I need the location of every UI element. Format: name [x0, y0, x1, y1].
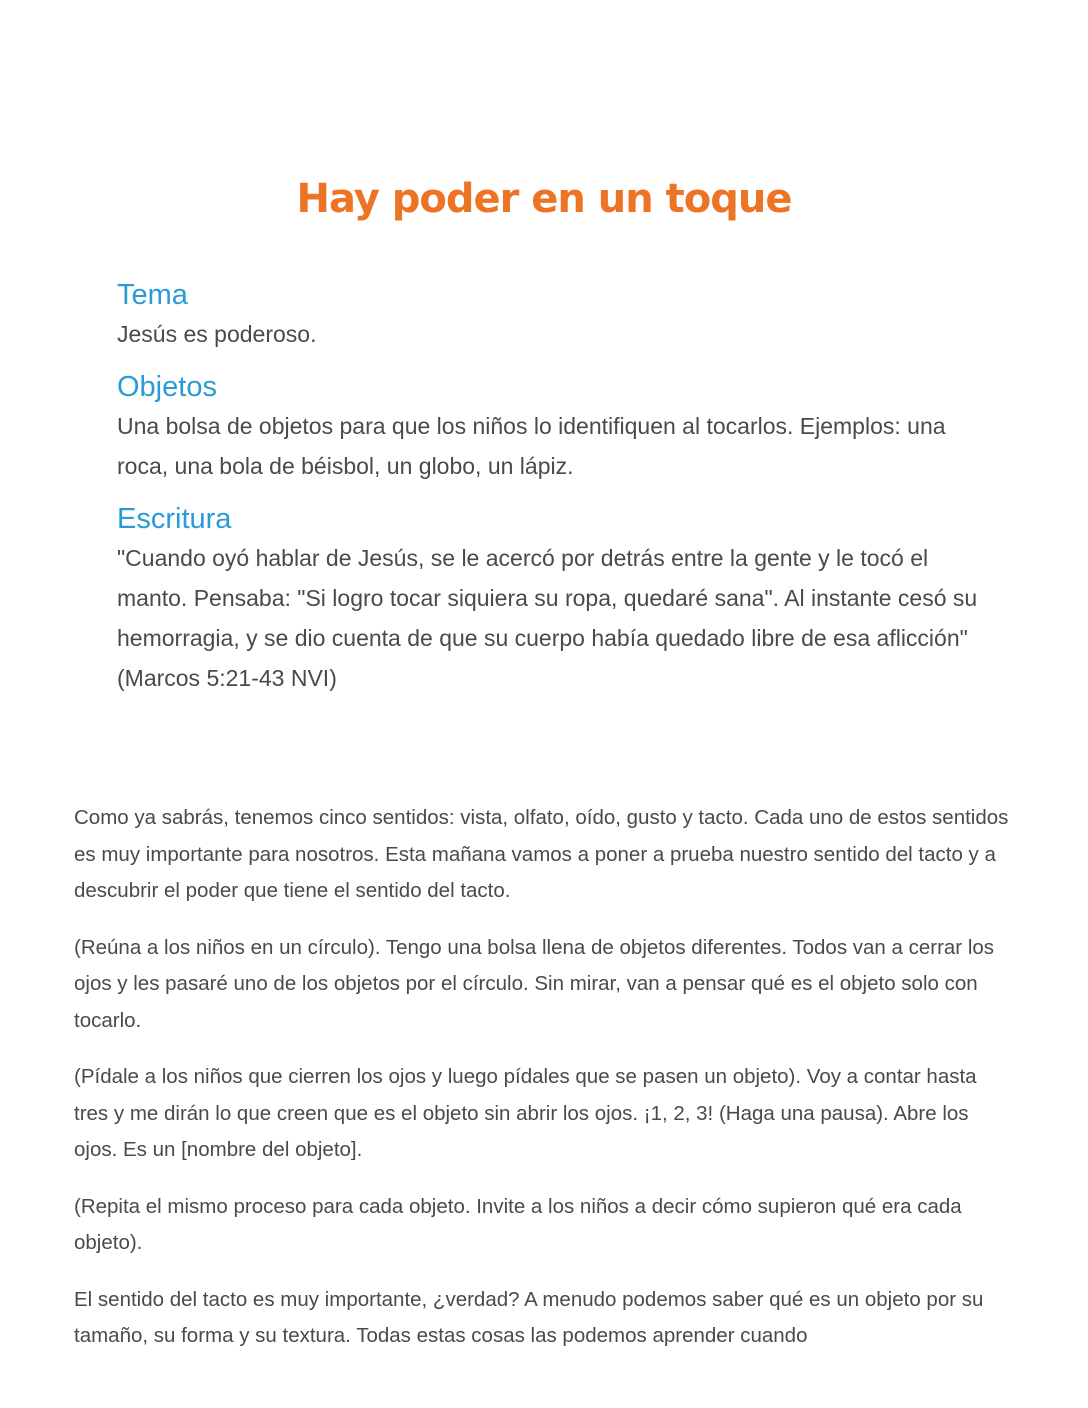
section-body: Jesús es poderoso.	[117, 321, 317, 347]
paragraph: El sentido del tacto es muy importante, ¿verdad? A menudo podemos saber qué es un objeto por su tamaño, su forma y su textura. Todas estas cosas las podemos aprender cuando	[74, 1287, 984, 1347]
section-body: "Cuando oyó hablar de Jesús, se le acercó por detrás entre la gente y le tocó el manto. Pensaba: "Si logro tocar siquiera su ropa, quedaré sana". Al instante cesó su hemorragia, y se dio cuenta de que su cuerpo había quedado libre de esa aflicción" (Marcos 5:21-43 NVI)	[117, 545, 978, 691]
section-body: Una bolsa de objetos para que los niños lo identifiquen al tocarlos. Ejemplos: una roca, una bola de béisbol, un globo, un lápiz.	[117, 413, 946, 479]
section-heading: Tema	[117, 279, 188, 311]
paragraph: Como ya sabrás, tenemos cinco sentidos: vista, olfato, oído, gusto y tacto. Cada uno de estos sentidos es muy importante para nosotros. Esta mañana vamos a poner a prueba nuestro sentido del tacto y a descubrir el poder que tiene el sentido del tacto.	[74, 806, 1009, 902]
section-tema	[117, 276, 997, 354]
lesson-body	[74, 800, 1014, 1375]
paragraph: (Reúna a los niños en un círculo). Tengo una bolsa llena de objetos diferentes. Todos van a cerrar los ojos y les pasaré uno de los objetos por el círculo. Sin mirar, van a pensar qué es el objeto solo con tocarlo.	[74, 935, 995, 1032]
section-heading: Escritura	[117, 503, 232, 535]
section-escritura	[117, 500, 997, 698]
paragraph: (Repita el mismo proceso para cada objeto. Invite a los niños a decir cómo supieron qué era cada objeto).	[74, 1194, 962, 1254]
page-title: Hay poder en un toque	[296, 175, 792, 222]
section-objetos	[117, 368, 997, 486]
lesson-info	[117, 276, 997, 712]
section-heading: Objetos	[117, 371, 217, 403]
paragraph: (Pídale a los niños que cierren los ojos y luego pídales que se pasen un objeto). Voy a contar hasta tres y me dirán lo que creen que es el objeto sin abrir los ojos. ¡1, 2, 3! (Haga una pausa). Abre los ojos. Es un [nombre del objeto].	[74, 1065, 977, 1161]
